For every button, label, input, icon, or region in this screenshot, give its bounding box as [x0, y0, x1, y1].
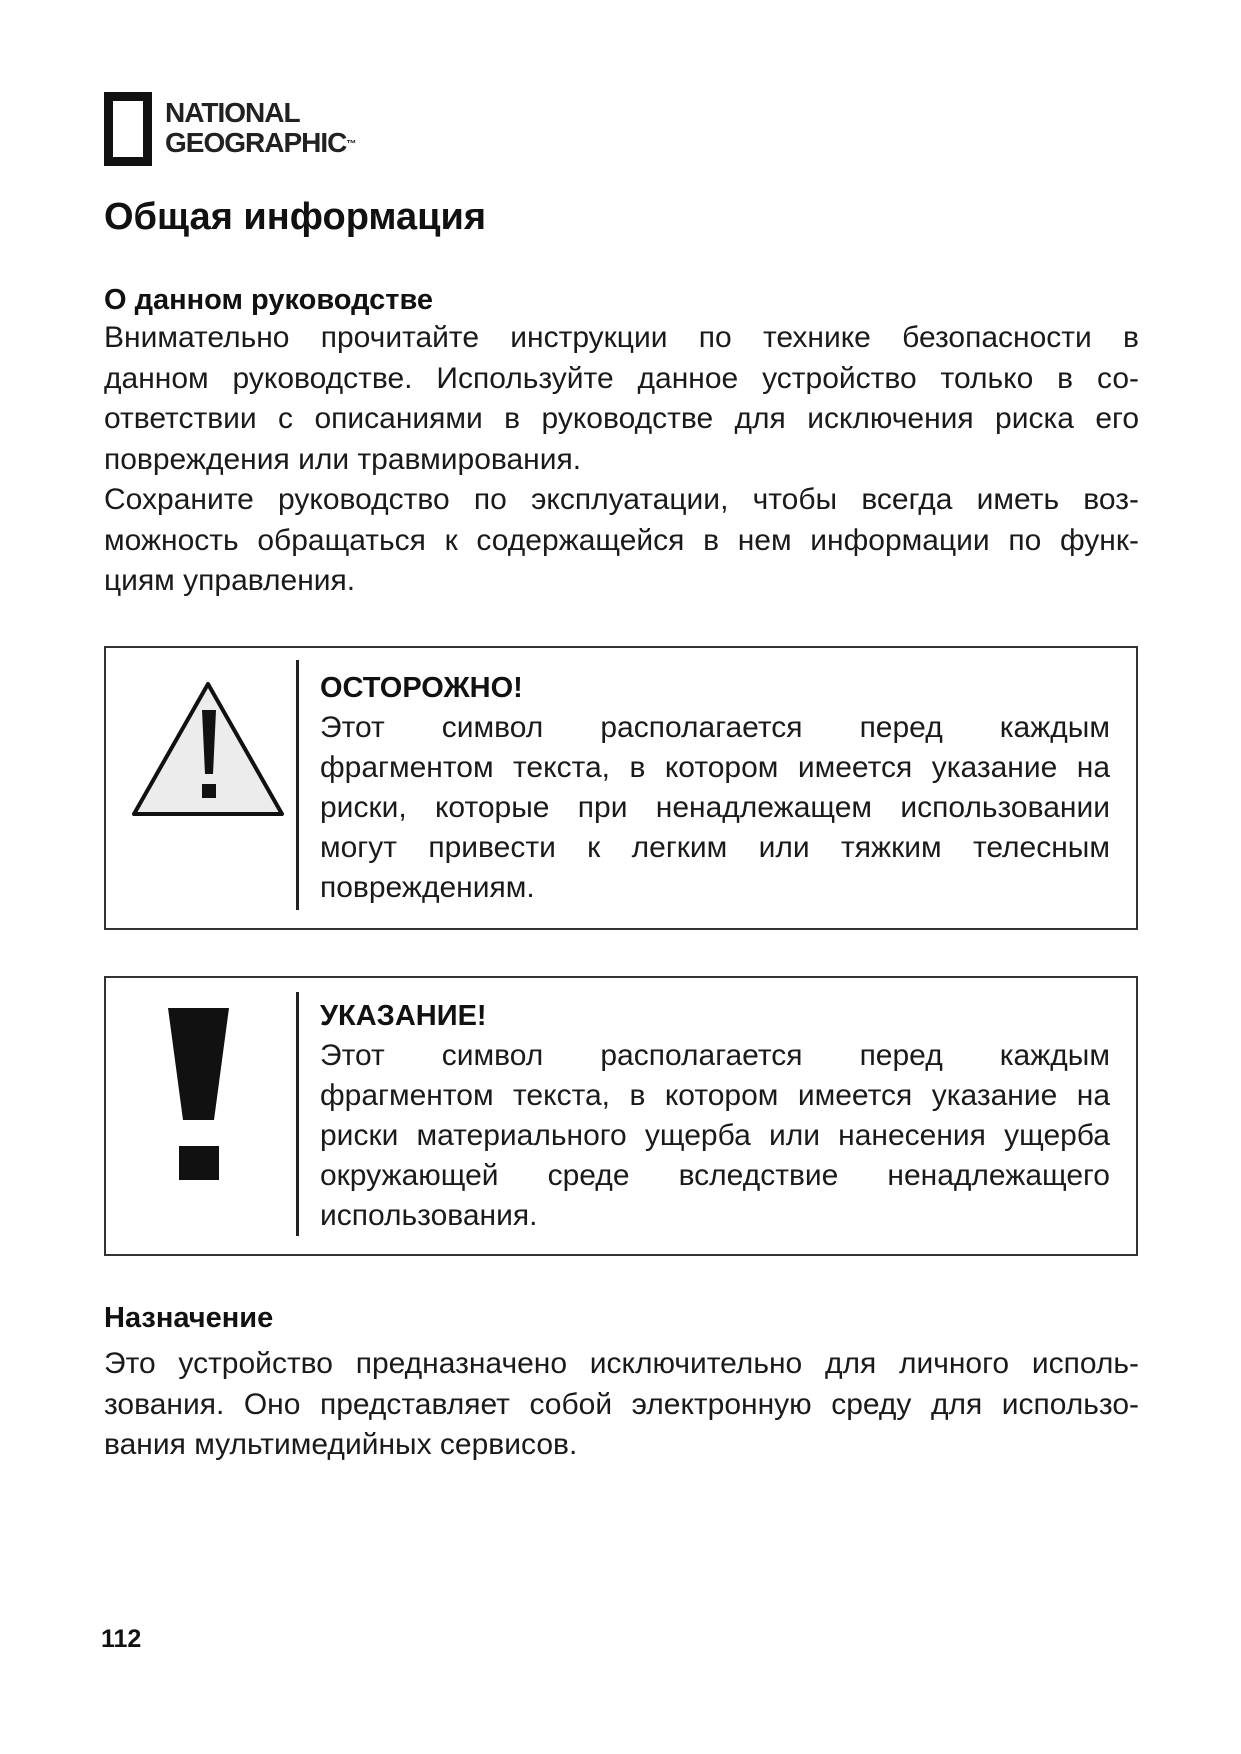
- about-line: данном руководстве. Используйте данное устройство только в со-: [104, 361, 1139, 395]
- caution-line: могут привести к легким или тяжким телесным: [320, 831, 1110, 864]
- notice-line: окружающей среде вследствие ненадлежащего: [320, 1159, 1110, 1192]
- caution-text: [320, 708, 1110, 908]
- caution-line: Этот символ располагается перед каждым: [320, 711, 1110, 744]
- about-line: повреждения или травмирования.: [104, 442, 582, 476]
- caution-line: риски, которые при ненадлежащем использовании: [320, 791, 1110, 824]
- logo-tm: ™: [346, 139, 356, 150]
- notice-title: УКАЗАНИЕ!: [320, 1000, 487, 1032]
- purpose-line: Это устройство предназначено исключительно для личного исполь-: [104, 1347, 1139, 1380]
- notice-divider: [296, 992, 299, 1236]
- notice-content: [320, 996, 1110, 1236]
- about-line: ответствии с описаниями в руководстве для исключения риска его: [104, 402, 1139, 435]
- caution-box: [104, 646, 1138, 930]
- page-title: Общая информация: [104, 196, 487, 238]
- warning-triangle-icon: [106, 676, 296, 876]
- caution-icon-area: [106, 648, 296, 928]
- caution-line: фрагментом текста, в котором имеется указание на: [320, 751, 1110, 784]
- caution-content: [320, 668, 1110, 908]
- caution-divider: [296, 660, 299, 910]
- section-heading-about: О данном руководстве: [104, 284, 434, 316]
- section-heading-purpose: Назначение: [104, 1302, 274, 1334]
- notice-line: Этот символ располагается перед каждым: [320, 1039, 1110, 1072]
- notice-icon-area: [106, 978, 296, 1254]
- caution-title: ОСТОРОЖНО!: [320, 672, 523, 704]
- logo-line-2: GEOGRAPHIC™: [165, 127, 356, 158]
- notice-line: фрагментом текста, в котором имеется указание на: [320, 1079, 1110, 1112]
- logo-text: [165, 98, 355, 158]
- purpose-paragraph: [104, 1344, 1139, 1466]
- caution-line: повреждениям.: [320, 871, 535, 904]
- notice-line: использования.: [320, 1199, 538, 1232]
- logo-line-1: NATIONAL: [165, 97, 300, 128]
- purpose-line: зования. Оно представляет собой электронную среду для использо-: [104, 1387, 1139, 1421]
- about-line: Сохраните руководство по эксплуатации, чтобы всегда иметь воз-: [104, 483, 1139, 516]
- logo-frame-icon: [104, 92, 152, 166]
- about-paragraph: [104, 318, 1139, 602]
- purpose-line: вания мультимедийных сервисов.: [104, 1428, 578, 1461]
- about-line: можность обращаться к содержащейся в нем информации по функ-: [104, 523, 1139, 557]
- exclamation-icon: [106, 1008, 296, 1208]
- notice-text: [320, 1036, 1110, 1236]
- notice-box: [104, 976, 1138, 1256]
- about-line: Внимательно прочитайте инструкции по технике безопасности в: [104, 321, 1139, 354]
- page-number: 112: [101, 1625, 142, 1653]
- notice-line: риски материального ущерба или нанесения ущерба: [320, 1119, 1110, 1152]
- about-line: циям управления.: [104, 564, 356, 597]
